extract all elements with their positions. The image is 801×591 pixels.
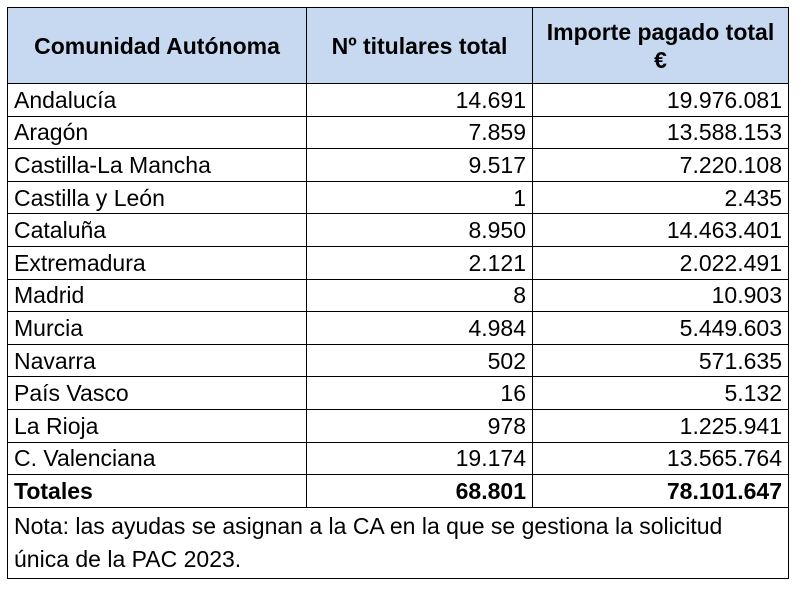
header-amount-text: Importe pagado total €	[546, 18, 775, 73]
amount-cell: 14.463.401	[533, 214, 789, 247]
holders-cell: 8	[307, 279, 533, 312]
holders-cell: 14.691	[307, 84, 533, 117]
community-cell: Andalucía	[8, 84, 307, 117]
community-cell: Aragón	[8, 116, 307, 149]
table-row	[8, 377, 789, 410]
amount-cell: 1.225.941	[533, 409, 789, 442]
amount-cell: 13.588.153	[533, 116, 789, 149]
amount-cell: 5.132	[533, 377, 789, 410]
holders-cell: 4.984	[307, 312, 533, 345]
amount-cell: 13.565.764	[533, 442, 789, 475]
community-cell: Castilla y León	[8, 181, 307, 214]
note-row	[8, 507, 789, 578]
amount-cell: 2.435	[533, 181, 789, 214]
holders-cell: 9.517	[307, 149, 533, 182]
community-cell: Castilla-La Mancha	[8, 149, 307, 182]
totals-row	[8, 475, 789, 508]
community-cell: Navarra	[8, 344, 307, 377]
amount-cell: 571.635	[533, 344, 789, 377]
table-row	[8, 149, 789, 182]
holders-cell: 7.859	[307, 116, 533, 149]
table-row	[8, 279, 789, 312]
header-community: Comunidad Autónoma	[8, 8, 307, 84]
totals-holders: 68.801	[307, 475, 533, 508]
payments-table	[7, 7, 789, 579]
header-amount	[533, 8, 789, 84]
community-cell: Extremadura	[8, 246, 307, 279]
table-row	[8, 409, 789, 442]
holders-cell: 8.950	[307, 214, 533, 247]
amount-cell: 19.976.081	[533, 84, 789, 117]
amount-cell: 7.220.108	[533, 149, 789, 182]
table-row	[8, 442, 789, 475]
community-cell: La Rioja	[8, 409, 307, 442]
community-cell: Madrid	[8, 279, 307, 312]
header-row	[8, 8, 789, 84]
holders-cell: 19.174	[307, 442, 533, 475]
holders-cell: 1	[307, 181, 533, 214]
community-cell: C. Valenciana	[8, 442, 307, 475]
table-row	[8, 181, 789, 214]
table-row	[8, 344, 789, 377]
holders-cell: 16	[307, 377, 533, 410]
table-row	[8, 312, 789, 345]
table-row	[8, 84, 789, 117]
community-cell: Cataluña	[8, 214, 307, 247]
holders-cell: 502	[307, 344, 533, 377]
totals-label: Totales	[8, 475, 307, 508]
table-row	[8, 246, 789, 279]
table-row	[8, 116, 789, 149]
community-cell: Murcia	[8, 312, 307, 345]
header-holders: Nº titulares total	[307, 8, 533, 84]
table-row	[8, 214, 789, 247]
amount-cell: 10.903	[533, 279, 789, 312]
community-cell: País Vasco	[8, 377, 307, 410]
amount-cell: 5.449.603	[533, 312, 789, 345]
holders-cell: 978	[307, 409, 533, 442]
totals-amount: 78.101.647	[533, 475, 789, 508]
holders-cell: 2.121	[307, 246, 533, 279]
footnote: Nota: las ayudas se asignan a la CA en la que se gestiona la solicitud única de la PAC 2023.	[8, 507, 789, 578]
amount-cell: 2.022.491	[533, 246, 789, 279]
